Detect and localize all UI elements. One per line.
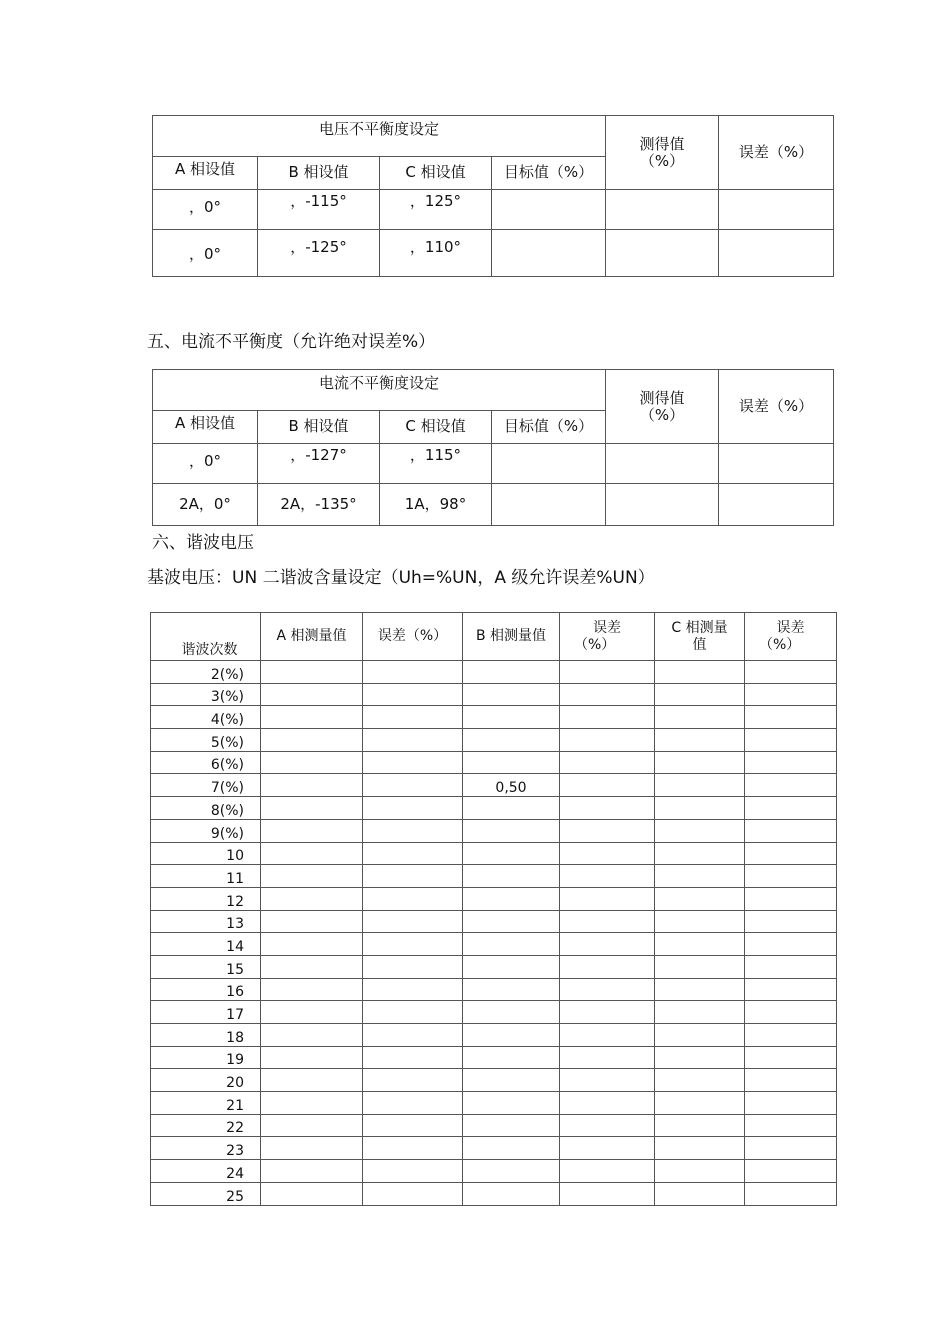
c-measured-cell: [655, 683, 745, 706]
a-error-cell: [363, 661, 463, 684]
error-header: 误差（%）: [719, 116, 834, 190]
a-error-cell: [363, 683, 463, 706]
measured-value: [606, 230, 719, 277]
target-value: [492, 190, 606, 230]
a-error-cell: [363, 1024, 463, 1047]
c-error-cell: [745, 706, 837, 729]
voltage-unbalance-table: [152, 115, 834, 277]
harmonic-order: 23: [151, 1137, 261, 1160]
c-error-header: [745, 613, 837, 661]
c-value: ，125°: [380, 190, 492, 230]
measured-header: [606, 370, 719, 444]
table-row: [151, 955, 837, 978]
c-measured-cell: [655, 661, 745, 684]
b-measured-cell: [463, 661, 560, 684]
b-error-cell: [560, 774, 655, 797]
b-error-cell: [560, 1092, 655, 1115]
section6-title: 六、谐波电压: [152, 533, 254, 553]
c-measured-cell: [655, 1046, 745, 1069]
measured-header-line1: 测得值: [639, 388, 685, 407]
b-error-header-line1: 误差: [593, 619, 621, 636]
a-measured-cell: [261, 1092, 363, 1115]
a-measured-cell: [261, 729, 363, 752]
c-measured-cell: [655, 1182, 745, 1205]
b-error-cell: [560, 1069, 655, 1092]
c-error-cell: [745, 933, 837, 956]
b-measured-cell: [463, 706, 560, 729]
a-measured-cell: [261, 1024, 363, 1047]
measured-header: [606, 116, 719, 190]
a-error-cell: [363, 1114, 463, 1137]
a-error-cell: [363, 819, 463, 842]
table-row: [151, 1114, 837, 1137]
harmonic-order: 19: [151, 1046, 261, 1069]
b-error-cell: [560, 1024, 655, 1047]
a-error-cell: [363, 797, 463, 820]
a-measured-cell: [261, 1069, 363, 1092]
harmonic-order: 16: [151, 978, 261, 1001]
c-measured-cell: [655, 887, 745, 910]
error-value: [719, 484, 834, 526]
b-error-cell: [560, 978, 655, 1001]
a-measured-cell: [261, 1160, 363, 1183]
harmonic-order: 2(%): [151, 661, 261, 684]
harmonic-order: 20: [151, 1069, 261, 1092]
table-row: [151, 1092, 837, 1115]
col-a-header: A 相设值: [153, 157, 258, 190]
c-error-cell: [745, 1160, 837, 1183]
c-measured-cell: [655, 865, 745, 888]
c-error-cell: [745, 819, 837, 842]
error-value: [719, 190, 834, 230]
b-measured-cell: [463, 819, 560, 842]
a-error-cell: [363, 1137, 463, 1160]
c-error-cell: [745, 751, 837, 774]
a-error-cell: [363, 1046, 463, 1069]
c-value: ，110°: [380, 230, 492, 277]
a-measured-cell: [261, 1114, 363, 1137]
c-value: 1A，98°: [380, 484, 492, 526]
col-target-header: 目标值（%）: [492, 411, 606, 444]
a-measured-cell: [261, 1182, 363, 1205]
a-measured-cell: [261, 661, 363, 684]
c-measured-cell: [655, 1160, 745, 1183]
b-error-cell: [560, 1001, 655, 1024]
measured-value: [606, 444, 719, 484]
a-measured-cell: [261, 706, 363, 729]
table-row: [153, 444, 834, 484]
c-error-cell: [745, 797, 837, 820]
a-measured-cell: [261, 955, 363, 978]
b-measured-cell: [463, 978, 560, 1001]
a-measured-header: A 相测量值: [261, 613, 363, 661]
current-unbalance-table: [152, 369, 834, 526]
b-error-cell: [560, 797, 655, 820]
b-value: ，-115°: [258, 190, 380, 230]
b-measured-cell: [463, 933, 560, 956]
b-error-cell: [560, 910, 655, 933]
measured-value: [606, 190, 719, 230]
a-error-cell: [363, 933, 463, 956]
c-error-cell: [745, 978, 837, 1001]
a-measured-cell: [261, 842, 363, 865]
section6-subtitle: 基波电压：UN 二谐波含量设定（Uh=%UN，A 级允许误差%UN）: [147, 568, 655, 588]
col-c-header: C 相设值: [380, 411, 492, 444]
b-error-cell: [560, 842, 655, 865]
a-error-cell: [363, 978, 463, 1001]
b-error-cell: [560, 729, 655, 752]
table-row: [151, 774, 837, 797]
a-measured-cell: [261, 865, 363, 888]
c-measured-header-line2: 值: [692, 636, 707, 653]
c-measured-cell: [655, 933, 745, 956]
b-value: ，-125°: [258, 230, 380, 277]
harmonic-order: 4(%): [151, 706, 261, 729]
c-error-cell: [745, 774, 837, 797]
c-error-cell: [745, 1182, 837, 1205]
table-row: [153, 190, 834, 230]
a-measured-cell: [261, 1046, 363, 1069]
b-error-cell: [560, 1137, 655, 1160]
table-row: [151, 819, 837, 842]
c-measured-cell: [655, 955, 745, 978]
b-measured-cell: [463, 683, 560, 706]
a-measured-cell: [261, 683, 363, 706]
c-error-cell: [745, 1001, 837, 1024]
harmonic-order: 11: [151, 865, 261, 888]
c-error-cell: [745, 1092, 837, 1115]
c-measured-header-line1: C 相测量: [671, 619, 728, 636]
c-measured-cell: [655, 910, 745, 933]
harmonic-order: 14: [151, 933, 261, 956]
c-measured-cell: [655, 842, 745, 865]
a-error-cell: [363, 887, 463, 910]
a-error-cell: [363, 1001, 463, 1024]
b-measured-cell: [463, 1182, 560, 1205]
b-measured-cell: [463, 729, 560, 752]
harmonic-order: 21: [151, 1092, 261, 1115]
b-measured-cell: [463, 842, 560, 865]
harmonic-order: 22: [151, 1114, 261, 1137]
col-target-header: 目标值（%）: [492, 157, 606, 190]
col-a-header: A 相设值: [153, 411, 258, 444]
harmonic-order: 12: [151, 887, 261, 910]
a-measured-cell: [261, 774, 363, 797]
harmonic-order: 5(%): [151, 729, 261, 752]
table-row: [151, 910, 837, 933]
c-measured-cell: [655, 1069, 745, 1092]
c-measured-cell: [655, 978, 745, 1001]
b-error-cell: [560, 683, 655, 706]
b-measured-cell: [463, 797, 560, 820]
a-measured-cell: [261, 887, 363, 910]
table-row: [153, 484, 834, 526]
b-error-cell: [560, 1182, 655, 1205]
a-error-cell: [363, 1160, 463, 1183]
b-measured-cell: [463, 1046, 560, 1069]
c-error-cell: [745, 955, 837, 978]
current-unbalance-header: 电流不平衡度设定: [153, 370, 606, 411]
b-error-cell: [560, 955, 655, 978]
c-error-cell: [745, 910, 837, 933]
harmonic-order: 24: [151, 1160, 261, 1183]
harmonic-order: 17: [151, 1001, 261, 1024]
a-error-cell: [363, 955, 463, 978]
c-measured-cell: [655, 774, 745, 797]
c-error-cell: [745, 1046, 837, 1069]
c-value: ，115°: [380, 444, 492, 484]
table-row: [151, 706, 837, 729]
table-row: [151, 842, 837, 865]
col-c-header: C 相设值: [380, 157, 492, 190]
b-error-cell: [560, 706, 655, 729]
b-error-cell: [560, 887, 655, 910]
a-measured-cell: [261, 978, 363, 1001]
c-measured-cell: [655, 1114, 745, 1137]
b-measured-cell: [463, 865, 560, 888]
c-measured-cell: [655, 1001, 745, 1024]
harmonic-order: 6(%): [151, 751, 261, 774]
c-error-cell: [745, 842, 837, 865]
harmonic-order: 3(%): [151, 683, 261, 706]
b-measured-cell: [463, 955, 560, 978]
b-error-header: [560, 613, 655, 661]
table-row: [151, 978, 837, 1001]
table-row: [151, 1182, 837, 1205]
measured-value: [606, 484, 719, 526]
b-measured-cell: [463, 910, 560, 933]
error-value: [719, 230, 834, 277]
table-row: [151, 887, 837, 910]
table-row: [153, 230, 834, 277]
c-error-header-line2: （%）: [759, 636, 801, 653]
a-value: ，0°: [153, 190, 258, 230]
col-b-header: B 相设值: [258, 157, 380, 190]
a-error-cell: [363, 774, 463, 797]
c-measured-cell: [655, 797, 745, 820]
harmonic-order: 13: [151, 910, 261, 933]
table-row: [151, 1046, 837, 1069]
table-row: [151, 865, 837, 888]
c-measured-cell: [655, 751, 745, 774]
c-measured-cell: [655, 1137, 745, 1160]
b-error-cell: [560, 865, 655, 888]
a-measured-cell: [261, 1137, 363, 1160]
table-row: [151, 661, 837, 684]
table-row: [151, 1160, 837, 1183]
a-error-header: 误差（%）: [363, 613, 463, 661]
table-row: [151, 729, 837, 752]
harmonic-body: [151, 661, 837, 1206]
b-measured-cell: [463, 1092, 560, 1115]
c-measured-cell: [655, 729, 745, 752]
b-error-cell: [560, 1114, 655, 1137]
harmonic-table: [150, 612, 837, 1206]
target-value: [492, 230, 606, 277]
c-measured-header: [655, 613, 745, 661]
a-error-cell: [363, 910, 463, 933]
harmonic-header-row: [151, 613, 837, 661]
col-b-header: B 相设值: [258, 411, 380, 444]
c-error-cell: [745, 887, 837, 910]
c-measured-cell: [655, 1024, 745, 1047]
harmonic-order: 7(%): [151, 774, 261, 797]
a-measured-cell: [261, 910, 363, 933]
target-value: [492, 444, 606, 484]
b-measured-cell: [463, 1137, 560, 1160]
a-error-cell: [363, 842, 463, 865]
b-error-header-line2: （%）: [574, 636, 616, 653]
a-measured-cell: [261, 751, 363, 774]
b-error-cell: [560, 751, 655, 774]
c-error-cell: [745, 1069, 837, 1092]
a-error-cell: [363, 1069, 463, 1092]
error-value: [719, 444, 834, 484]
c-error-header-line1: 误差: [776, 619, 805, 636]
a-measured-cell: [261, 1001, 363, 1024]
b-measured-cell: [463, 1024, 560, 1047]
b-measured-cell: [463, 1069, 560, 1092]
a-error-cell: [363, 751, 463, 774]
b-measured-cell: [463, 751, 560, 774]
c-error-cell: [745, 661, 837, 684]
b-error-cell: [560, 933, 655, 956]
measured-header-line1: 测得值: [639, 134, 685, 153]
table-row: [151, 1069, 837, 1092]
table-row: [151, 797, 837, 820]
error-header: 误差（%）: [719, 370, 834, 444]
c-error-cell: [745, 729, 837, 752]
voltage-unbalance-header: 电压不平衡度设定: [153, 116, 606, 157]
a-measured-cell: [261, 797, 363, 820]
a-measured-cell: [261, 819, 363, 842]
a-value: ，0°: [153, 444, 258, 484]
table-row: [151, 933, 837, 956]
harmonic-order: 9(%): [151, 819, 261, 842]
a-value: 2A，0°: [153, 484, 258, 526]
c-error-cell: [745, 1024, 837, 1047]
harmonic-order-header: 谐波次数: [151, 613, 261, 661]
b-error-cell: [560, 819, 655, 842]
harmonic-order: 8(%): [151, 797, 261, 820]
b-measured-cell: [463, 1001, 560, 1024]
c-measured-cell: [655, 819, 745, 842]
b-measured-header: B 相测量值: [463, 613, 560, 661]
target-value: [492, 484, 606, 526]
b-value: 2A，-135°: [258, 484, 380, 526]
b-error-cell: [560, 1160, 655, 1183]
c-measured-cell: [655, 706, 745, 729]
b-measured-cell: [463, 1160, 560, 1183]
c-measured-cell: [655, 1092, 745, 1115]
b-measured-cell: [463, 887, 560, 910]
measured-header-line2: （%）: [639, 405, 685, 424]
table-row: [151, 1001, 837, 1024]
c-error-cell: [745, 683, 837, 706]
a-error-cell: [363, 1182, 463, 1205]
a-error-cell: [363, 706, 463, 729]
b-error-cell: [560, 1046, 655, 1069]
b-value: ，-127°: [258, 444, 380, 484]
a-error-cell: [363, 865, 463, 888]
table-row: [151, 1024, 837, 1047]
b-measured-cell: [463, 1114, 560, 1137]
table-row: [151, 1137, 837, 1160]
harmonic-order: 25: [151, 1182, 261, 1205]
measured-header-line2: （%）: [639, 151, 685, 170]
table-row: [151, 683, 837, 706]
table-row: [151, 751, 837, 774]
b-measured-cell: 0,50: [463, 774, 560, 797]
c-error-cell: [745, 865, 837, 888]
a-error-cell: [363, 1092, 463, 1115]
harmonic-order: 15: [151, 955, 261, 978]
harmonic-order: 10: [151, 842, 261, 865]
a-error-cell: [363, 729, 463, 752]
section5-title: 五、电流不平衡度（允许绝对误差%）: [147, 332, 436, 352]
a-value: ，0°: [153, 230, 258, 277]
b-error-cell: [560, 661, 655, 684]
harmonic-order: 18: [151, 1024, 261, 1047]
c-error-cell: [745, 1114, 837, 1137]
c-error-cell: [745, 1137, 837, 1160]
a-measured-cell: [261, 933, 363, 956]
